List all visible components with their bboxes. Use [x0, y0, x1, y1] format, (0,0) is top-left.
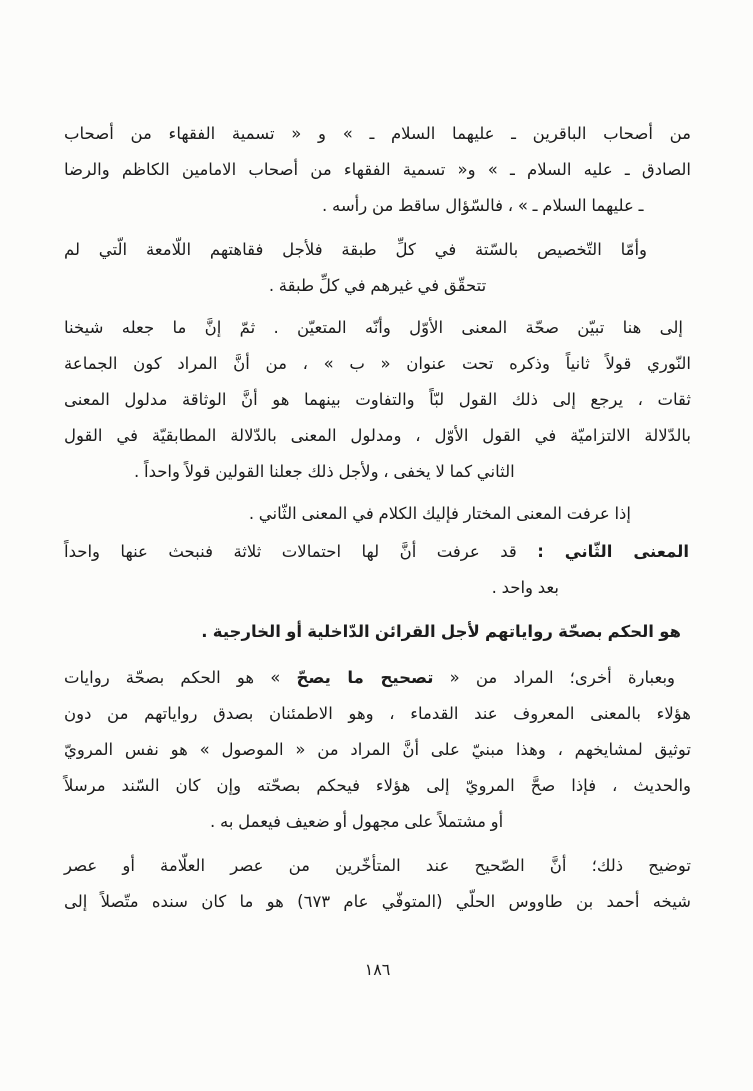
- text-line: توثيق لمشايخهم ، وهذا مبنيّ على أنَّ المراد من « الموصول » هو نفس المرويّ: [64, 740, 691, 759]
- text-line: [64, 660, 691, 696]
- paragraph-6: [64, 614, 691, 650]
- text-line: ـ عليهما السلام ـ » ، فالسّؤال ساقط من رأسه .: [322, 196, 644, 215]
- paragraph-3: [64, 310, 691, 490]
- meaning-two-label: المعنى الثّاني :: [537, 542, 689, 561]
- text-line: تتحقّق في غيرهم في كلِّ طبقة .: [268, 276, 487, 295]
- text-line: شيخه أحمد بن طاووس الحلّي (المتوفّي عام ٦٧٣) هو ما كان سنده متّصلاً إلى: [64, 892, 692, 911]
- text-line: هؤلاء بالمعنى المعروف عند القدماء ، وهو الاطمئنان بصدق رواياتهم من دون: [64, 704, 691, 723]
- text-line: وأمّا التّخصيص بالسّتة في كلِّ طبقة فلأجل فقاهتهم اللّامعة الّتي لم: [64, 240, 647, 259]
- paragraph-7: [64, 660, 691, 840]
- paragraph-4: [64, 496, 691, 532]
- text-line: إذا عرفت المعنى المختار فإليك الكلام في المعنى الثّاني .: [248, 504, 631, 523]
- text-run: قد عرفت أنَّ لها احتمالات ثلاثة فنبحث عنها واحداً: [64, 542, 538, 561]
- paragraph-8: [64, 848, 691, 920]
- text-line: الثاني كما لا يخفى ، ولأجل ذلك جعلنا القولين قولاً واحداً .: [134, 462, 515, 481]
- text-line: [64, 534, 691, 570]
- text-line: توضيح ذلك؛ أنَّ الصّحيح عند المتأخّرين من عصر العلّامة أو عصر: [64, 856, 691, 875]
- text-line: والحديث ، فإذا صحَّ المرويّ إلى هؤلاء فيحكم بصحّته وإن كان السّند مرسلاً: [64, 776, 691, 795]
- text-line: النّوري قولاً ثانياً وذكره تحت عنوان « ب » ، من أنَّ المراد كون الجماعة: [64, 354, 691, 373]
- quoted-term-bold: تصحيح ما يصحّ: [296, 668, 434, 687]
- text-run: وبعبارة أخرى؛ المراد من «: [433, 668, 676, 687]
- text-line: الصادق ـ عليه السلام ـ » و« تسمية الفقهاء من أصحاب الامامين الكاظم والرضا: [64, 160, 691, 179]
- text-line: بالدّلالة الالتزاميّة في القول الأوّل ، ومدلول المعنى بالدّلالة المطابقيّة في القول: [64, 426, 691, 445]
- text-line: من أصحاب الباقرين ـ عليهما السلام ـ » و « تسمية الفقهاء من أصحاب: [64, 124, 691, 143]
- text-line: ثقات ، يرجع إلى ذلك القول لبّاً والتفاوت بينهما هو أنَّ الوثاقة مدلول المعنى: [64, 390, 691, 409]
- page-number: ١٨٦: [364, 960, 391, 979]
- text-line: هو الحكم بصحّة رواياتهم لأجل القرائن الدّاخلية أو الخارجية .: [201, 622, 681, 641]
- paragraph-1: [64, 116, 691, 224]
- paragraph-5-meaning-two: [64, 534, 691, 606]
- text-line: إلى هنا تبيّن صحّة المعنى الأوّل وأنّه المتعيّن . ثمّ إنَّ ما جعله شيخنا: [64, 318, 683, 337]
- paragraph-2: [64, 232, 691, 304]
- text-run: » هو الحكم بصحّة روايات: [64, 668, 297, 687]
- text-line: أو مشتملاً على مجهول أو ضعيف فيعمل به .: [210, 812, 504, 831]
- text-line: بعد واحد .: [491, 578, 559, 597]
